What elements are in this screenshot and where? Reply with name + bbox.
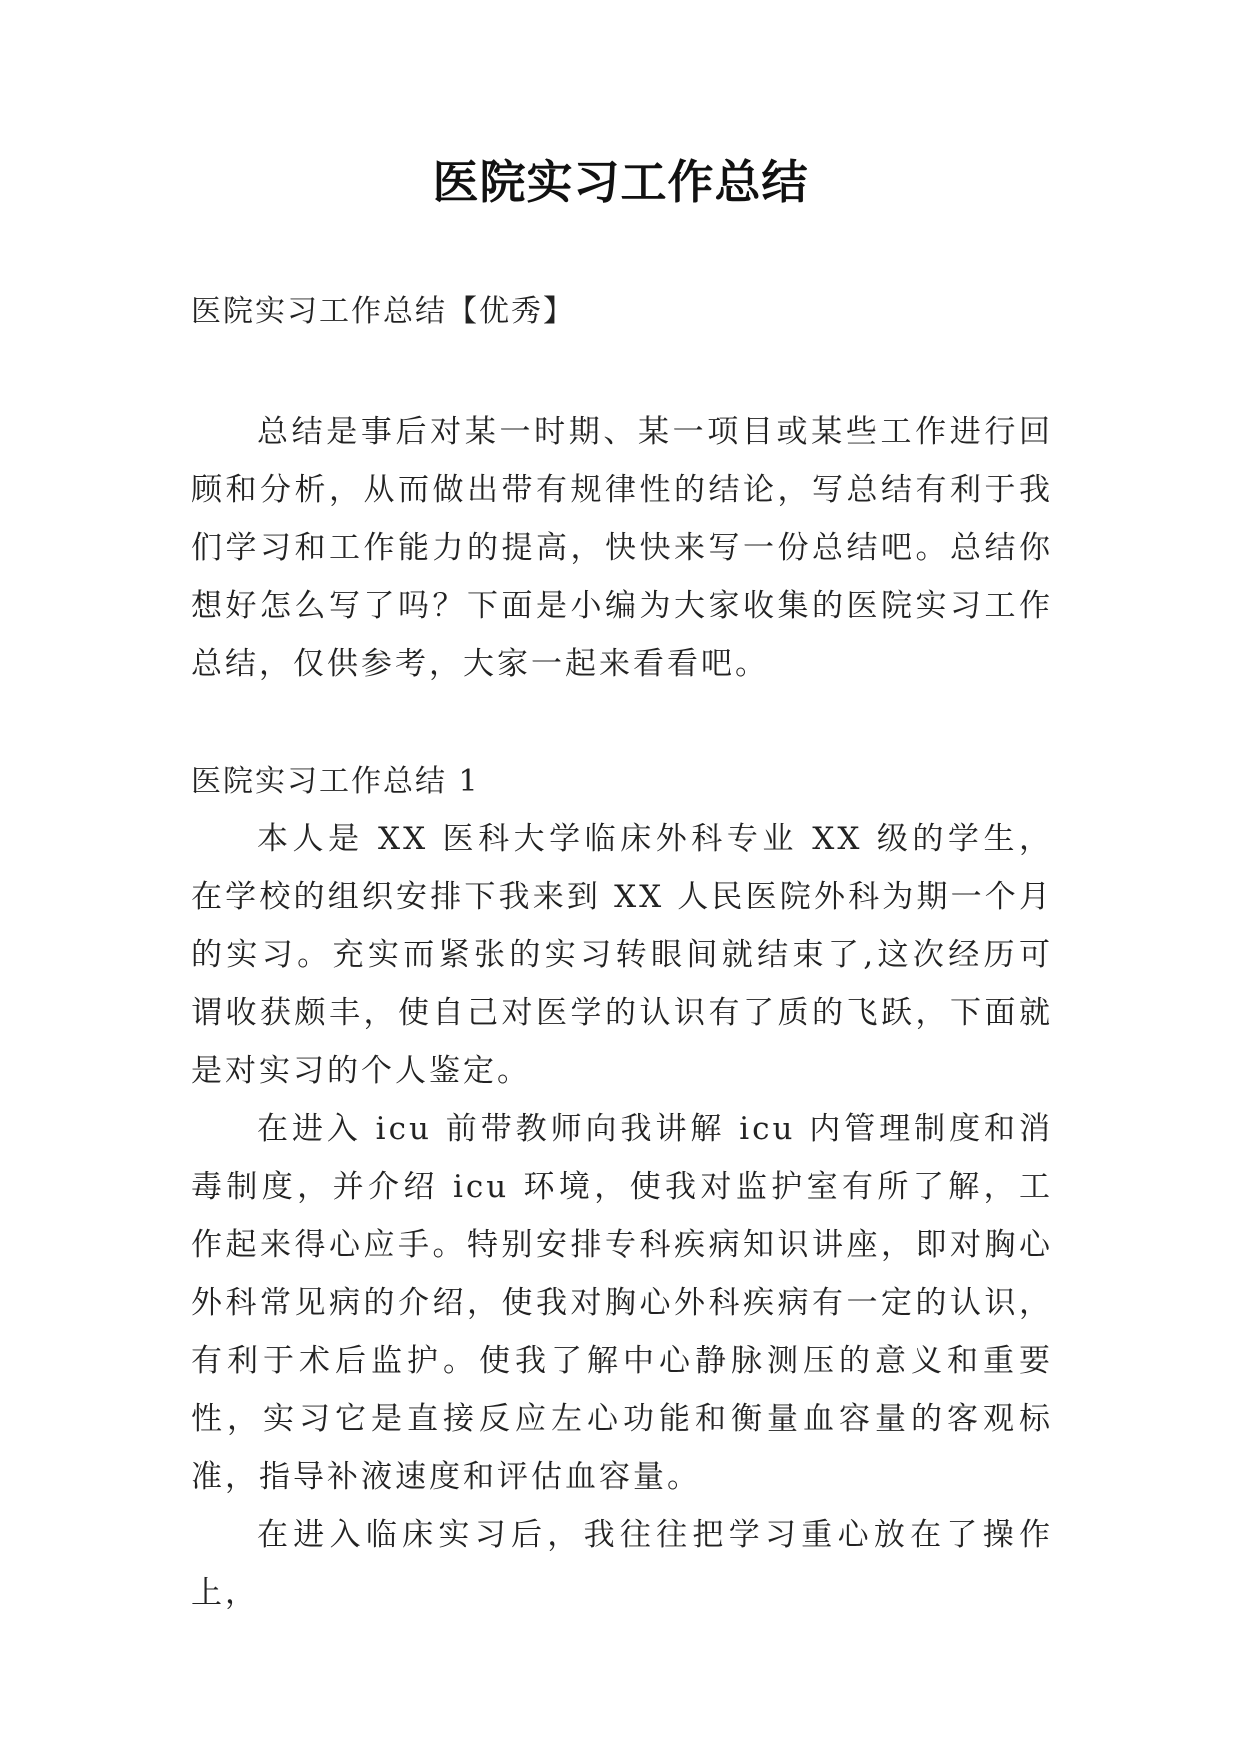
body-paragraph-1: 本人是 XX 医科大学临床外科专业 XX 级的学生，在学校的组织安排下我来到 XX 人民医院外科为期一个月的实习。充实而紧张的实习转眼间就结束了,这次经历可谓收获颇丰，使自己对医学的认识有了质的飞跃，下面就是对实习的个人鉴定。	[191, 821, 1053, 1089]
section-body	[191, 810, 1053, 1622]
intro-paragraph: 总结是事后对某一时期、某一项目或某些工作进行回顾和分析，从而做出带有规律性的结论，写总结有利于我们学习和工作能力的提高，快快来写一份总结吧。总结你想好怎么写了吗？下面是小编为大家收集的医院实习工作总结，仅供参考，大家一起来看看吧。	[191, 414, 1053, 682]
document-subtitle: 医院实习工作总结【优秀】	[191, 294, 575, 329]
section-title: 医院实习工作总结 1	[191, 764, 480, 799]
document-title: 医院实习工作总结	[432, 155, 809, 209]
body-paragraph-2: 在进入 icu 前带教师向我讲解 icu 内管理制度和消毒制度，并介绍 icu 环境，使我对监护室有所了解，工作起来得心应手。特别安排专科疾病知识讲座，即对胸心外科常见病的介绍，使我对胸心外科疾病有一定的认识，有利于术后监护。使我了解中心静脉测压的意义和重要性，实习它是直接反应左心功能和衡量血容量的客观标准，指导补液速度和评估血容量。	[191, 1111, 1053, 1495]
intro-block	[191, 403, 1053, 693]
body-paragraph-3: 在进入临床实习后，我往往把学习重心放在了操作上，	[191, 1517, 1053, 1611]
